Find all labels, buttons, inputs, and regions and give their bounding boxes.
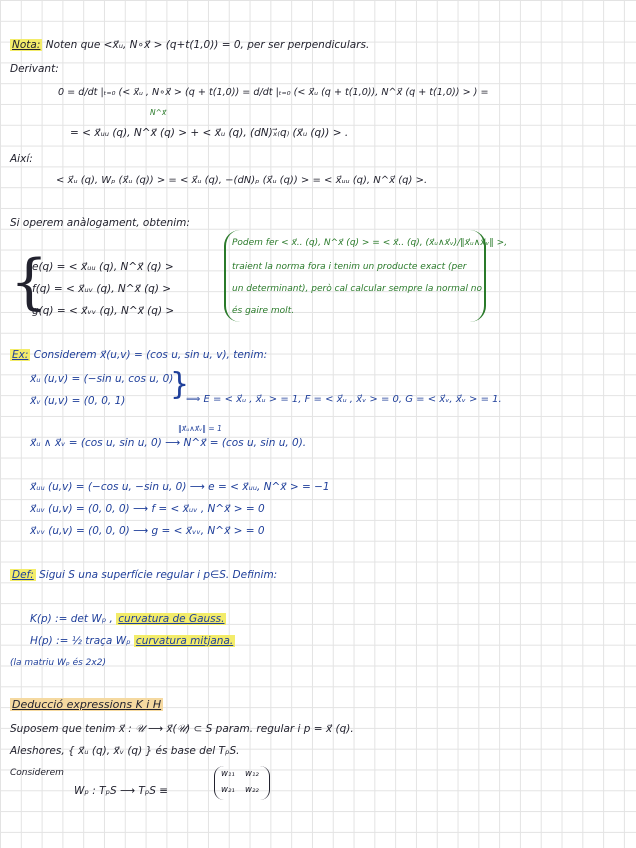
base-line: Aleshores, { x⃗ᵤ (q), x⃗ᵥ (q) } és base del TₚS.	[10, 745, 240, 757]
section-heading-text: Deducció expressions K i H	[12, 698, 162, 711]
norm-note: ‖x⃗ᵤ∧x⃗ᵥ‖ = 1	[178, 424, 222, 433]
system-brace: {	[10, 247, 49, 317]
first-fundamental-result: ⟹ E = < x⃗ᵤ , x⃗ᵤ > = 1, F = < x⃗ᵤ , x⃗ᵥ > = 0, G = < x⃗ᵥ, x⃗ᵥ > = 1.	[186, 394, 502, 405]
xv-def: x⃗ᵥ (u,v) = (0, 0, 1)	[30, 395, 126, 407]
weingarten-map: Wₚ : TₚS ⟶ TₚS ≡	[74, 785, 169, 797]
matrix-w21: w₂₁	[221, 785, 235, 795]
definition-line	[10, 568, 277, 582]
example-label: Ex:	[12, 349, 29, 361]
xuv-line: x⃗ᵤᵥ (u,v) = (0, 0, 0) ⟶ f = < x⃗ᵤᵥ , N^x⃗ > = 0	[30, 503, 265, 515]
definition-text: Sigui S una superfície regular i p∈S. Definim:	[39, 569, 278, 581]
matrix-w11: w₁₁	[221, 769, 235, 779]
g-def: g(q) = < x⃗ᵥᵥ (q), N^x⃗ (q) >	[32, 305, 175, 317]
considerem-line: Considerem	[10, 768, 64, 778]
normal-computation: x⃗ᵤ ∧ x⃗ᵥ = (cos u, sin u, 0) ⟶ N^x⃗ = (cos u, sin u, 0).	[30, 437, 307, 449]
nota-text: Noten que <x⃗ᵤ, N∘x⃗ > (q+t(1,0)) = 0, per ser perpendiculars.	[45, 39, 370, 51]
f-def: f(q) = < x⃗ᵤᵥ (q), N^x⃗ (q) >	[32, 283, 172, 295]
aixi-line: Així:	[10, 153, 33, 165]
section-heading	[10, 698, 163, 712]
mean-label: curvatura mitjana.	[135, 635, 234, 647]
example-line	[10, 348, 267, 362]
xvv-line: x⃗ᵥᵥ (u,v) = (0, 0, 0) ⟶ g = < x⃗ᵥᵥ, N^x⃗ > = 0	[30, 525, 265, 537]
analog-line: Si operem anàlogament, obtenim:	[10, 217, 190, 229]
derivative-equation: 0 = d/dt |ₜ₌₀ (< x⃗ᵤ , N∘x⃗ > (q + t(1,0)) = d/dt |ₜ₌₀ (< x⃗ᵤ (q + t(1,0)), N^x⃗ (q + t(1,0)) > ) =	[58, 87, 489, 98]
note-line	[10, 38, 369, 52]
aixi-equation: < x⃗ᵤ (q), Wₚ (x⃗ᵤ (q)) > = < x⃗ᵤ (q), −(dN)ₚ (x⃗ᵤ (q)) > = < x⃗ᵤᵤ (q), N^x⃗ (q) >.	[56, 175, 428, 186]
xuu-line: x⃗ᵤᵤ (u,v) = (−cos u, −sin u, 0) ⟶ e = < x⃗ᵤᵤ, N^x⃗ > = −1	[30, 481, 330, 493]
matrix-note: (la matriu Wₚ és 2x2)	[10, 658, 106, 668]
derivative-result: = < x⃗ᵤᵤ (q), N^x⃗ (q) > + < x⃗ᵤ (q), (dN)ₓ⃗₍q₎ (x⃗ᵤ (q)) > .	[70, 127, 349, 139]
aside-line-4: és gaire molt.	[232, 306, 295, 316]
mean-line	[30, 634, 235, 648]
suppose-line: Suposem que tenim x⃗ : 𝒰 ⟶ x⃗(𝒰) ⊂ S param. regular i p = x⃗ (q).	[10, 723, 354, 735]
nota-label: Nota:	[12, 39, 41, 51]
matrix-w12: w₁₂	[245, 769, 259, 779]
derivant-line: Derivant:	[10, 63, 59, 75]
gauss-formula: K(p) := det Wₚ ,	[30, 613, 113, 625]
xu-def: x⃗ᵤ (u,v) = (−sin u, cos u, 0)	[30, 373, 174, 385]
gauss-label: curvatura de Gauss.	[118, 613, 225, 625]
aside-line-1: Podem fer < x⃗.. (q), N^x⃗ (q) > = < x⃗.. (q), (x⃗ᵤ∧x⃗ᵥ)/‖x⃗ᵤ∧x⃗ᵥ‖ >,	[232, 238, 508, 248]
mean-formula: H(p) := ½ traça Wₚ	[30, 635, 131, 647]
matrix-w22: w₂₂	[245, 785, 259, 795]
aside-line-3: un determinant), però cal calcular sempre la normal no	[232, 284, 483, 294]
aside-line-2: traient la norma fora i tenim un producte exact (per	[232, 262, 467, 272]
weingarten-matrix	[214, 766, 270, 800]
xu-xv-brace: }	[170, 367, 190, 402]
e-def: e(q) = < x⃗ᵤᵤ (q), N^x⃗ (q) >	[32, 261, 174, 273]
definition-label: Def:	[12, 569, 34, 581]
gauss-line	[30, 612, 226, 626]
example-text: Considerem x⃗(u,v) = (cos u, sin u, v), tenim:	[33, 349, 268, 361]
derivative-subnote: N^x⃗	[150, 108, 167, 117]
